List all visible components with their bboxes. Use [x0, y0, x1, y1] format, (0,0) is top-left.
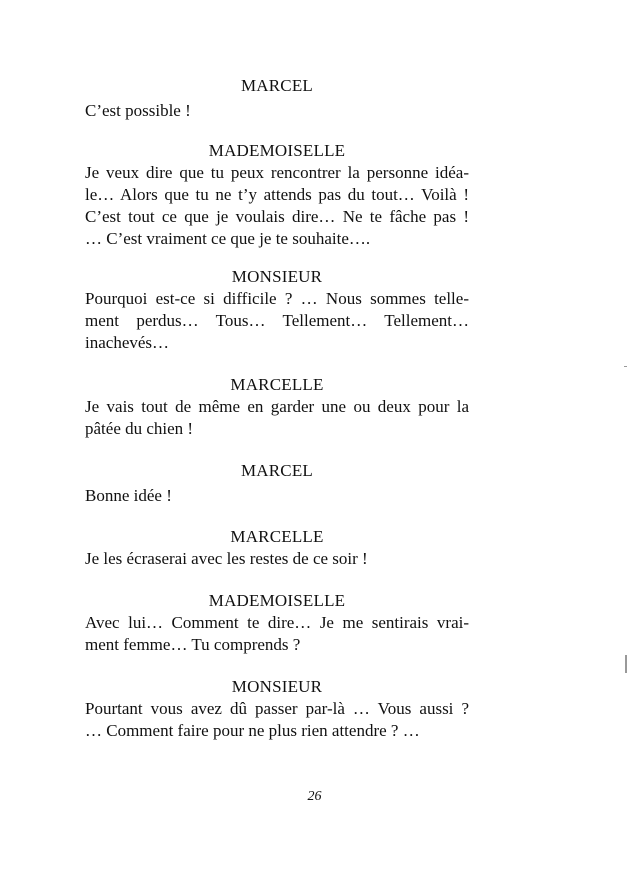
dialogue-line: Pourtant vous avez dû passer par-là … Vous aussi ? [85, 699, 469, 718]
scan-edge-mark [625, 655, 627, 673]
dialogue-line: Avec lui… Comment te dire… Je me sentirais vrai- [85, 613, 469, 632]
dialogue-line: inachevés… [85, 333, 170, 352]
dialogue-line: ment perdus… Tous… Tellement… Tellement… [85, 311, 469, 330]
dialogue-line: C’est tout ce que je voulais dire… Ne te fâche pas ! [85, 207, 469, 226]
dialogue-line: ment femme… Tu comprends ? [85, 635, 301, 654]
dialogue-block [85, 526, 469, 570]
dialogue-block [85, 266, 469, 354]
dialogue-line: Je vais tout de même en garder une ou deux pour la [85, 397, 469, 416]
dialogue-line: Je veux dire que tu peux rencontrer la personne idéa- [85, 163, 469, 182]
speaker-name: MADEMOISELLE [208, 591, 346, 610]
dialogue-line: pâtée du chien ! [85, 419, 194, 438]
scan-edge-mark [624, 366, 627, 367]
dialogue-block [85, 75, 469, 122]
speaker-name: MADEMOISELLE [208, 141, 346, 160]
dialogue-line: … C’est vraiment ce que je te souhaite…. [85, 229, 371, 248]
dialogue-line: … Comment faire pour ne plus rien attendre ? … [85, 721, 420, 740]
dialogue-block [85, 590, 469, 656]
dialogue-block [85, 676, 469, 742]
dialogue-line: Pourquoi est-ce si difficile ? … Nous sommes telle- [85, 289, 469, 308]
dialogue-line: Je les écraserai avec les restes de ce soir ! [85, 549, 368, 568]
dialogue-line: Bonne idée ! [85, 486, 172, 505]
dialogue-line: le… Alors que tu ne t’y attends pas du tout… Voilà ! [85, 185, 469, 204]
speaker-name: MARCEL [240, 461, 314, 480]
page-number: 26 [307, 789, 322, 804]
speaker-name: MARCELLE [230, 527, 324, 546]
speaker-name: MARCEL [240, 76, 314, 95]
speaker-name: MONSIEUR [231, 677, 323, 696]
speaker-name: MARCELLE [230, 375, 324, 394]
dialogue-block [85, 374, 469, 440]
dialogue-line: C’est possible ! [85, 101, 191, 120]
speaker-name: MONSIEUR [231, 267, 323, 286]
dialogue-block [85, 140, 469, 250]
dialogue-block [85, 460, 469, 507]
